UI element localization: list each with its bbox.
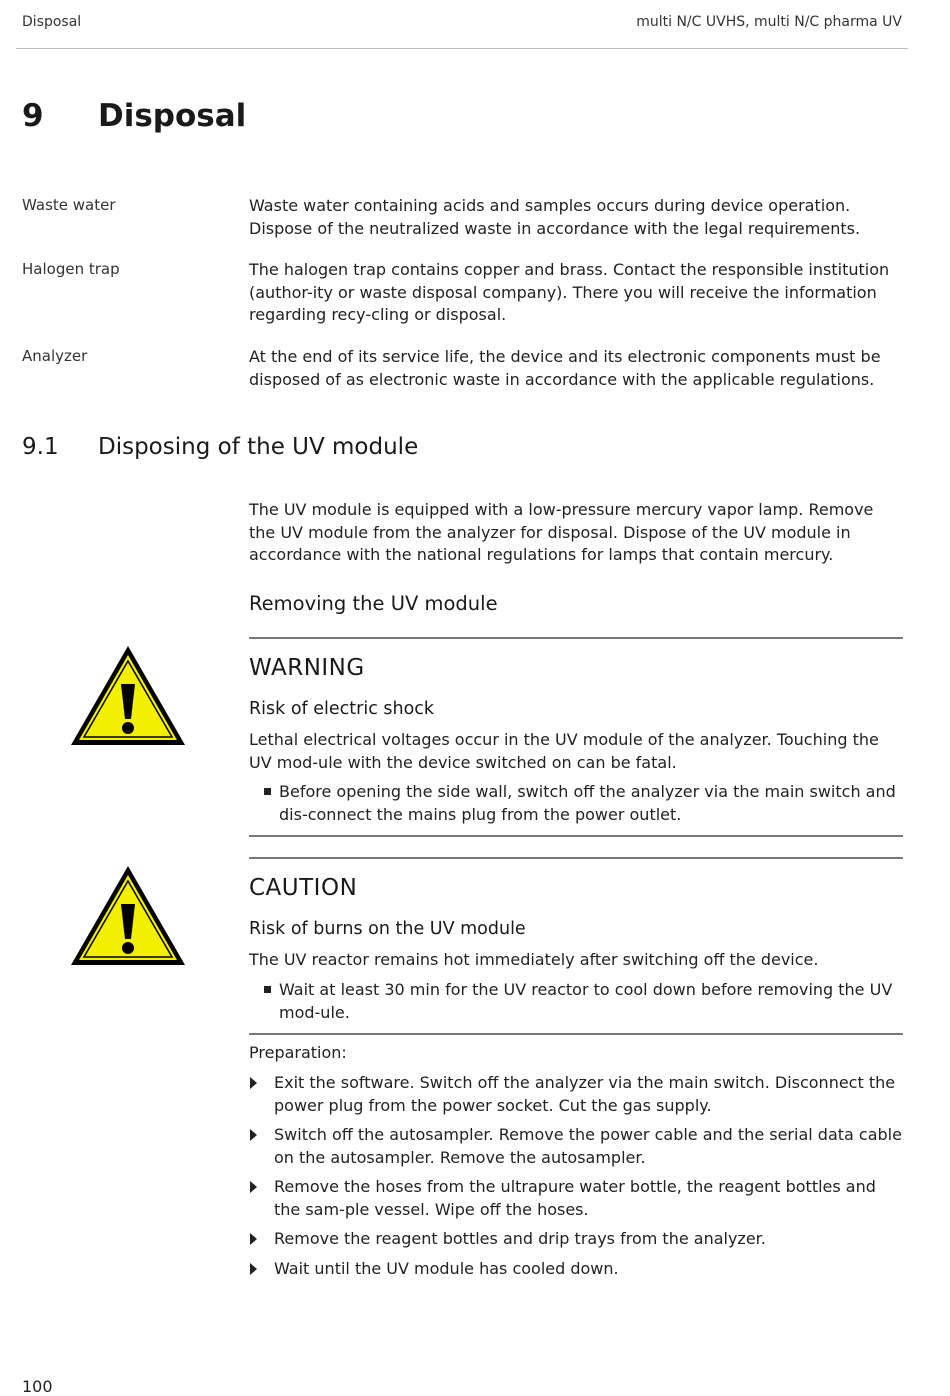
warning-text: Lethal electrical voltages occur in the UV module of the analyzer. Touching the UV mod-ule with the device switched on can be fatal. [249,730,879,772]
item-label-analyzer: Analyzer [22,347,88,365]
preparation-label: Preparation: [249,1043,347,1062]
warning-triangle-icon [69,644,187,747]
subsection-heading: Removing the UV module [249,592,498,615]
caution-bullet-text: Wait at least 30 min for the UV reactor to cool down before removing the UV mod-ule. [279,980,893,1022]
warning-bottom-rule [249,835,903,837]
step-marker-icon [250,1233,257,1245]
header-product-name: multi N/C UVHS, multi N/C pharma UV [636,14,902,30]
section-number: 9.1 [22,434,59,460]
caution-bottom-rule [249,1033,903,1035]
warning-title: WARNING [249,655,365,681]
step-marker-icon [250,1077,257,1089]
warning-top-rule [249,637,903,639]
chapter-title: Disposal [98,98,247,134]
warning-bullet-text: Before opening the side wall, switch off the analyzer via the main switch and dis-connect the mains plug from the power outlet. [279,782,896,824]
warning-subtitle: Risk of electric shock [249,699,435,719]
step-marker-icon [250,1181,257,1193]
preparation-step: Remove the hoses from the ultrapure water bottle, the reagent bottles and the sam-ple vessel. Wipe off the hoses. [274,1177,876,1219]
chapter-number: 9 [22,98,44,134]
caution-title: CAUTION [249,875,358,901]
caution-top-rule [249,857,903,859]
item-label-waste-water: Waste water [22,196,116,214]
caution-bullet-marker [264,986,271,993]
section-intro: The UV module is equipped with a low-pressure mercury vapor lamp. Remove the UV module from the analyzer for disposal. Dispose of the UV module in accordance with the national regulations for lamps that contain mercury. [249,500,874,564]
step-marker-icon [250,1129,257,1141]
preparation-step: Remove the reagent bottles and drip trays from the analyzer. [274,1229,766,1248]
header-divider [16,48,908,49]
item-text-halogen-trap: The halogen trap contains copper and brass. Contact the responsible institution (author-ity or waste disposal company). There you will receive the information regarding recy-cling or disposal. [249,260,890,324]
warning-bullet-marker [264,788,271,795]
caution-triangle-icon [69,864,187,967]
header-section-title: Disposal [22,14,82,30]
preparation-step: Switch off the autosampler. Remove the power cable and the serial data cable on the autosampler. Remove the autosampler. [274,1125,902,1167]
caution-text: The UV reactor remains hot immediately after switching off the device. [249,950,819,969]
item-text-analyzer: At the end of its service life, the device and its electronic components must be disposed of as electronic waste in accordance with the applicable regulations. [249,347,881,389]
preparation-step: Exit the software. Switch off the analyzer via the main switch. Disconnect the power plug from the power socket. Cut the gas supply. [274,1073,896,1115]
item-text-waste-water: Waste water containing acids and samples occurs during device operation. Dispose of the neutralized waste in accordance with the legal requirements. [249,196,861,238]
item-label-halogen-trap: Halogen trap [22,260,120,278]
section-title: Disposing of the UV module [98,434,419,460]
caution-subtitle: Risk of burns on the UV module [249,919,526,939]
step-marker-icon [250,1263,257,1275]
preparation-step: Wait until the UV module has cooled down. [274,1259,619,1278]
page-number: 100 [22,1377,53,1396]
